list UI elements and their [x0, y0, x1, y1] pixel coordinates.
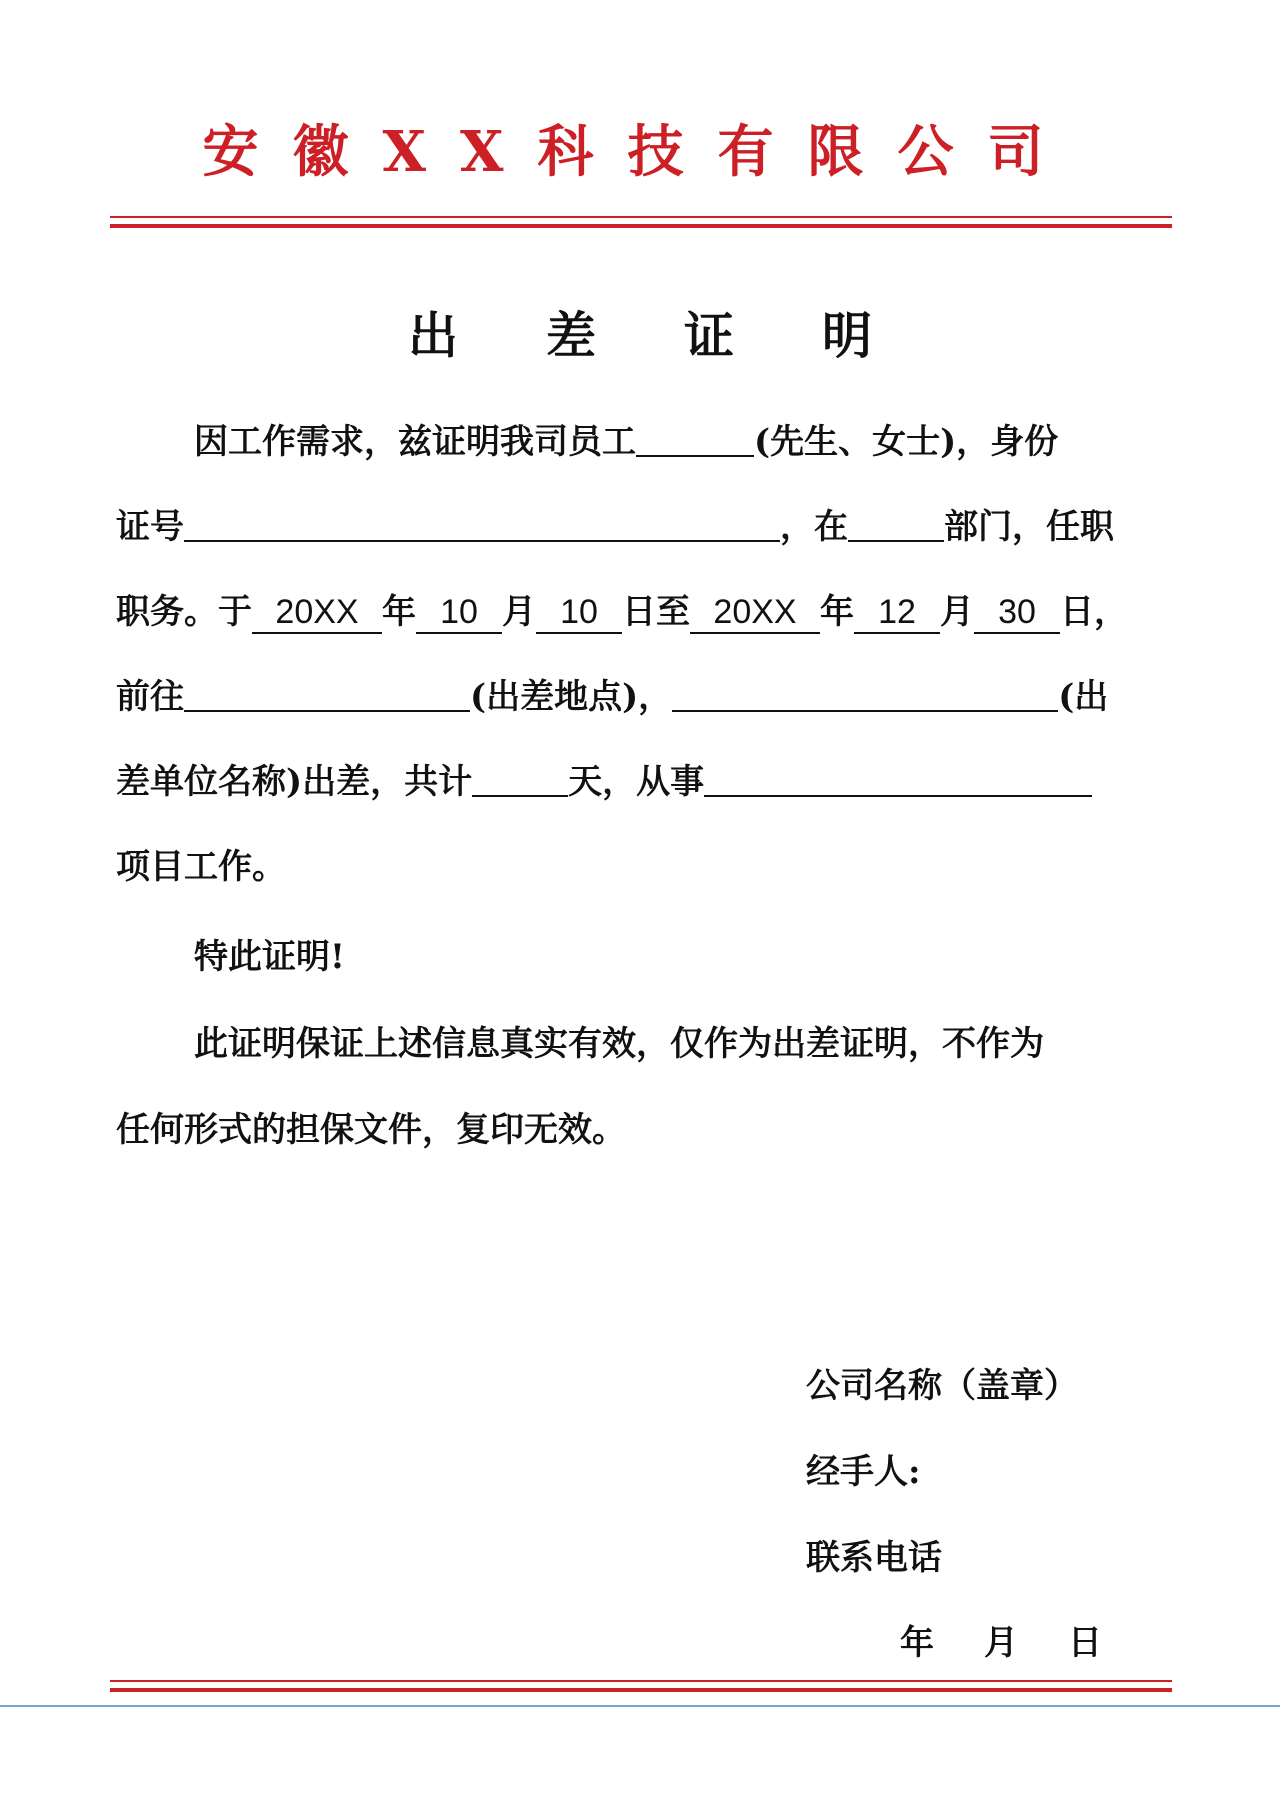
body-text: 天，从事 — [568, 762, 705, 802]
body-line-7: 特此证明! — [194, 937, 345, 977]
body-text: 职务。于 — [116, 592, 252, 632]
body-text: 月 — [502, 592, 536, 632]
signature-date — [900, 1615, 1102, 1664]
days-blank — [472, 761, 568, 797]
department-blank — [848, 506, 944, 542]
page-edge-line — [0, 1705, 1280, 1707]
body-text: 部门，任职 — [944, 507, 1114, 547]
body-line-4 — [116, 675, 1108, 719]
body-text: ，在 — [780, 507, 848, 547]
body-line-3 — [116, 590, 1128, 634]
date-month-label: 月 — [984, 1623, 1018, 1663]
body-text: 前往 — [116, 677, 184, 717]
end-year: 20XX — [690, 592, 820, 634]
start-year: 20XX — [252, 592, 382, 634]
body-text: 因工作需求，兹证明我司员工 — [194, 422, 636, 462]
body-text: (先生、女士)，身份 — [754, 422, 1059, 462]
header-divider — [110, 216, 1172, 228]
body-text: 日至 — [622, 592, 690, 632]
destination-blank — [184, 676, 470, 712]
date-year-label: 年 — [900, 1623, 934, 1663]
document-title: 出差证明 — [408, 306, 960, 365]
company-seal-label: 公司名称（盖章） — [806, 1366, 1078, 1406]
footer-divider — [110, 1680, 1172, 1692]
start-month: 10 — [416, 592, 502, 634]
body-text: (出差地点)， — [470, 677, 673, 717]
id-number-blank — [184, 506, 780, 542]
employee-name-blank — [636, 421, 754, 457]
body-text: 年 — [382, 592, 416, 632]
body-text: 证号 — [116, 507, 184, 547]
handler-label: 经手人: — [806, 1452, 921, 1492]
body-text: 日， — [1060, 592, 1128, 632]
body-line-9: 任何形式的担保文件，复印无效。 — [116, 1110, 626, 1150]
phone-label: 联系电话 — [806, 1538, 942, 1578]
start-day: 10 — [536, 592, 622, 634]
body-text: 差单位名称)出差，共计 — [116, 762, 473, 802]
body-line-5 — [116, 760, 1092, 804]
end-day: 30 — [974, 592, 1060, 634]
body-line-1 — [194, 420, 1058, 464]
body-text: 月 — [940, 592, 974, 632]
company-name: 安徽XX科技有限公司 — [202, 119, 1078, 185]
end-month: 12 — [854, 592, 940, 634]
project-blank — [704, 761, 1092, 797]
body-text: (出 — [1058, 677, 1109, 717]
body-text: 年 — [820, 592, 854, 632]
date-day-label: 日 — [1068, 1623, 1102, 1663]
business-unit-blank — [672, 676, 1058, 712]
body-line-2 — [116, 505, 1114, 549]
body-line-6: 项目工作。 — [116, 847, 286, 887]
body-line-8: 此证明保证上述信息真实有效，仅作为出差证明，不作为 — [194, 1024, 1044, 1064]
